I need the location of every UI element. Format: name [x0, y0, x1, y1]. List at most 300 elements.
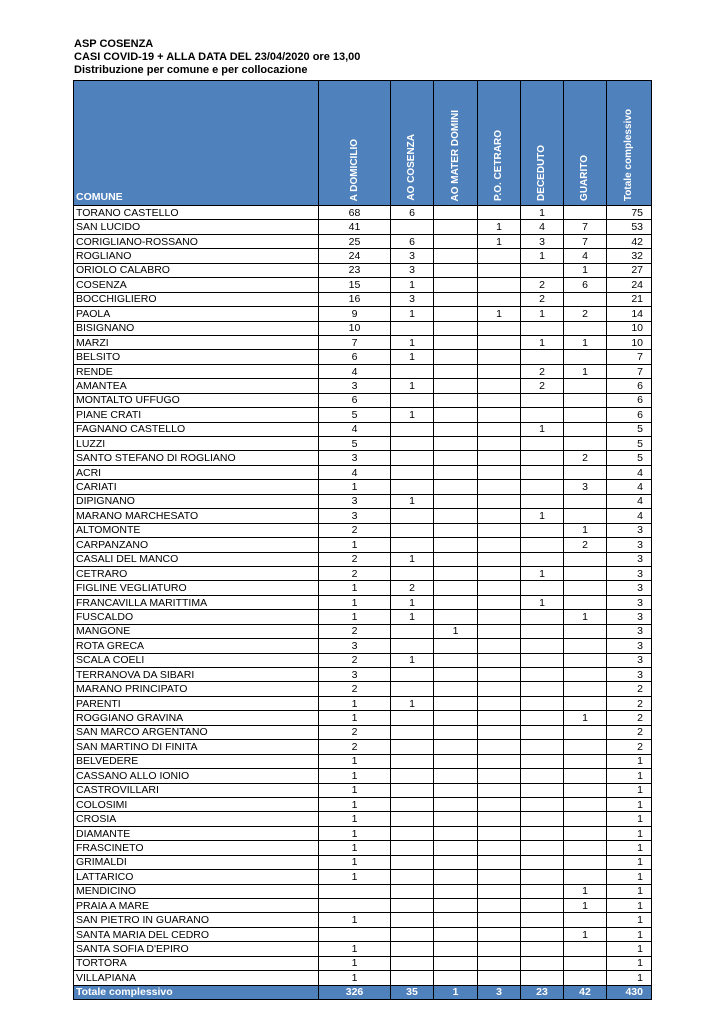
value-cell — [478, 682, 521, 696]
value-cell — [521, 451, 564, 465]
value-cell — [478, 855, 521, 869]
comune-cell: CETRARO — [74, 566, 319, 580]
value-cell — [478, 581, 521, 595]
table-row — [74, 494, 652, 508]
value-cell — [434, 321, 478, 335]
value-cell: 6 — [391, 234, 434, 248]
table-row — [74, 480, 652, 494]
value-cell: 5 — [319, 437, 391, 451]
value-cell: 3 — [319, 379, 391, 393]
value-cell — [521, 624, 564, 638]
comune-cell: CASALI DEL MANCO — [74, 552, 319, 566]
value-cell — [434, 841, 478, 855]
comune-cell: MONTALTO UFFUGO — [74, 393, 319, 407]
value-cell — [564, 696, 607, 710]
value-cell — [478, 841, 521, 855]
value-cell: 7 — [607, 364, 652, 378]
value-cell — [434, 350, 478, 364]
value-cell — [391, 913, 434, 927]
value-cell — [391, 711, 434, 725]
value-cell — [564, 797, 607, 811]
value-cell — [434, 364, 478, 378]
value-cell: 1 — [607, 797, 652, 811]
value-cell: 1 — [319, 696, 391, 710]
value-cell — [478, 899, 521, 913]
value-cell — [521, 682, 564, 696]
value-cell: 14 — [607, 307, 652, 321]
value-cell — [564, 437, 607, 451]
value-cell — [478, 538, 521, 552]
value-cell — [391, 465, 434, 479]
table-row — [74, 523, 652, 537]
comune-cell: PRAIA A MARE — [74, 899, 319, 913]
value-cell: 1 — [607, 812, 652, 826]
comune-cell: CASSANO ALLO IONIO — [74, 769, 319, 783]
value-cell — [391, 220, 434, 234]
value-cell — [434, 927, 478, 941]
value-cell: 27 — [607, 263, 652, 277]
comune-cell: SANTO STEFANO DI ROGLIANO — [74, 451, 319, 465]
value-cell — [434, 653, 478, 667]
comune-cell: SCALA COELI — [74, 653, 319, 667]
value-cell — [478, 465, 521, 479]
value-cell: 1 — [564, 364, 607, 378]
table-row — [74, 884, 652, 898]
value-cell: 2 — [319, 523, 391, 537]
value-cell: 41 — [319, 220, 391, 234]
value-cell: 1 — [607, 841, 652, 855]
table-row — [74, 913, 652, 927]
column-header-ao-mater-domini: AO MATER DOMINI — [434, 81, 478, 206]
comune-cell: FUSCALDO — [74, 610, 319, 624]
org-title: ASP COSENZA — [74, 38, 154, 50]
comune-cell: MARANO PRINCIPATO — [74, 682, 319, 696]
value-cell: 2 — [319, 624, 391, 638]
value-cell: 1 — [319, 538, 391, 552]
value-cell: 2 — [521, 364, 564, 378]
value-cell: 24 — [607, 278, 652, 292]
value-cell — [521, 899, 564, 913]
value-cell — [521, 321, 564, 335]
table-header-row — [74, 81, 652, 206]
value-cell — [434, 220, 478, 234]
value-cell: 1 — [434, 624, 478, 638]
comune-cell: ROGLIANO — [74, 249, 319, 263]
value-cell: 1 — [521, 335, 564, 349]
comune-cell: SAN MARTINO DI FINITA — [74, 740, 319, 754]
value-cell — [564, 812, 607, 826]
table-row — [74, 783, 652, 797]
value-cell — [434, 668, 478, 682]
value-cell: 2 — [319, 653, 391, 667]
value-cell: 75 — [607, 206, 652, 220]
comune-cell: MANGONE — [74, 624, 319, 638]
value-cell — [434, 769, 478, 783]
table-row — [74, 408, 652, 422]
comune-cell: TORTORA — [74, 956, 319, 970]
value-cell — [434, 783, 478, 797]
value-cell — [434, 379, 478, 393]
value-cell — [478, 206, 521, 220]
value-cell: 1 — [319, 855, 391, 869]
value-cell — [521, 581, 564, 595]
value-cell — [434, 812, 478, 826]
value-cell: 1 — [521, 249, 564, 263]
value-cell: 4 — [319, 422, 391, 436]
column-header-po-cetraro: P.O. CETRARO — [478, 81, 521, 206]
value-cell — [564, 913, 607, 927]
table-row — [74, 307, 652, 321]
comune-cell: BISIGNANO — [74, 321, 319, 335]
table-row — [74, 422, 652, 436]
value-cell: 1 — [564, 711, 607, 725]
comune-cell: LATTARICO — [74, 870, 319, 884]
comune-cell: ORIOLO CALABRO — [74, 263, 319, 277]
value-cell — [478, 826, 521, 840]
table-row — [74, 754, 652, 768]
comune-cell: GRIMALDI — [74, 855, 319, 869]
cases-table — [73, 80, 652, 1000]
value-cell — [434, 725, 478, 739]
value-cell: 1 — [607, 927, 652, 941]
value-cell: 1 — [391, 278, 434, 292]
value-cell — [391, 769, 434, 783]
comune-cell: BELSITO — [74, 350, 319, 364]
value-cell — [478, 321, 521, 335]
value-cell: 4 — [319, 465, 391, 479]
column-header-totale: Totale complessivo — [607, 81, 652, 206]
value-cell — [478, 552, 521, 566]
comune-cell: PAOLA — [74, 307, 319, 321]
value-cell — [564, 379, 607, 393]
value-cell — [478, 942, 521, 956]
value-cell — [521, 927, 564, 941]
value-cell: 3 — [607, 552, 652, 566]
value-cell: 1 — [319, 754, 391, 768]
comune-cell: TERRANOVA DA SIBARI — [74, 668, 319, 682]
value-cell: 25 — [319, 234, 391, 248]
value-cell — [391, 956, 434, 970]
value-cell — [478, 884, 521, 898]
value-cell: 1 — [391, 610, 434, 624]
value-cell — [478, 956, 521, 970]
value-cell — [521, 668, 564, 682]
total-cell: 430 — [607, 985, 652, 999]
value-cell — [564, 682, 607, 696]
value-cell — [478, 797, 521, 811]
value-cell: 1 — [564, 927, 607, 941]
value-cell — [434, 855, 478, 869]
value-cell — [478, 624, 521, 638]
value-cell: 1 — [521, 509, 564, 523]
table-row — [74, 610, 652, 624]
comune-cell: MARZI — [74, 335, 319, 349]
table-row — [74, 379, 652, 393]
value-cell — [521, 971, 564, 985]
table-row — [74, 956, 652, 970]
value-cell — [564, 595, 607, 609]
value-cell: 3 — [607, 668, 652, 682]
comune-cell: PARENTI — [74, 696, 319, 710]
value-cell: 1 — [319, 812, 391, 826]
value-cell — [564, 566, 607, 580]
value-cell — [564, 350, 607, 364]
value-cell — [521, 855, 564, 869]
value-cell — [391, 812, 434, 826]
value-cell — [478, 913, 521, 927]
value-cell — [434, 942, 478, 956]
value-cell — [434, 711, 478, 725]
value-cell: 1 — [607, 884, 652, 898]
total-row — [74, 985, 652, 999]
table-row — [74, 451, 652, 465]
value-cell — [564, 408, 607, 422]
value-cell — [564, 956, 607, 970]
value-cell — [434, 826, 478, 840]
value-cell — [391, 624, 434, 638]
value-cell — [434, 610, 478, 624]
value-cell: 1 — [319, 610, 391, 624]
value-cell — [478, 870, 521, 884]
value-cell — [391, 321, 434, 335]
value-cell: 2 — [319, 552, 391, 566]
value-cell — [391, 422, 434, 436]
total-cell: 326 — [319, 985, 391, 999]
value-cell: 3 — [607, 653, 652, 667]
comune-cell: CARPANZANO — [74, 538, 319, 552]
table-row — [74, 234, 652, 248]
value-cell: 3 — [391, 249, 434, 263]
comune-cell: PIANE CRATI — [74, 408, 319, 422]
value-cell: 3 — [607, 581, 652, 595]
value-cell — [478, 653, 521, 667]
value-cell — [564, 581, 607, 595]
table-row — [74, 509, 652, 523]
value-cell: 4 — [521, 220, 564, 234]
value-cell: 5 — [607, 422, 652, 436]
value-cell — [434, 797, 478, 811]
value-cell: 1 — [319, 841, 391, 855]
report-title: CASI COVID-19 + ALLA DATA DEL 23/04/2020 ore 13,00 — [74, 51, 361, 63]
value-cell — [564, 653, 607, 667]
value-cell — [434, 639, 478, 653]
value-cell — [478, 509, 521, 523]
column-header-deceduto: DECEDUTO — [521, 81, 564, 206]
table-row — [74, 552, 652, 566]
value-cell — [478, 754, 521, 768]
comune-cell: RENDE — [74, 364, 319, 378]
value-cell — [521, 480, 564, 494]
value-cell: 32 — [607, 249, 652, 263]
comune-cell: MARANO MARCHESATO — [74, 509, 319, 523]
total-cell: 3 — [478, 985, 521, 999]
value-cell — [434, 307, 478, 321]
value-cell — [564, 855, 607, 869]
value-cell: 5 — [607, 451, 652, 465]
value-cell — [391, 740, 434, 754]
value-cell — [434, 465, 478, 479]
value-cell — [434, 538, 478, 552]
value-cell — [521, 956, 564, 970]
value-cell — [564, 206, 607, 220]
comune-cell: COLOSIMI — [74, 797, 319, 811]
table-row — [74, 335, 652, 349]
table-row — [74, 826, 652, 840]
value-cell — [564, 826, 607, 840]
value-cell — [391, 754, 434, 768]
value-cell: 1 — [391, 408, 434, 422]
table-row — [74, 639, 652, 653]
value-cell: 3 — [607, 610, 652, 624]
value-cell: 3 — [521, 234, 564, 248]
value-cell — [391, 639, 434, 653]
value-cell: 2 — [521, 379, 564, 393]
value-cell: 2 — [319, 725, 391, 739]
table-row — [74, 350, 652, 364]
value-cell: 1 — [564, 899, 607, 913]
value-cell: 1 — [607, 769, 652, 783]
value-cell — [564, 668, 607, 682]
value-cell — [564, 783, 607, 797]
value-cell: 4 — [607, 494, 652, 508]
value-cell — [391, 538, 434, 552]
comune-cell: BOCCHIGLIERO — [74, 292, 319, 306]
value-cell — [434, 249, 478, 263]
value-cell: 1 — [319, 826, 391, 840]
value-cell: 1 — [319, 769, 391, 783]
value-cell — [564, 754, 607, 768]
table-row — [74, 437, 652, 451]
table-row — [74, 899, 652, 913]
value-cell — [434, 552, 478, 566]
value-cell: 23 — [319, 263, 391, 277]
value-cell: 6 — [319, 350, 391, 364]
value-cell — [391, 566, 434, 580]
column-header-guarito: GUARITO — [564, 81, 607, 206]
comune-cell: COSENZA — [74, 278, 319, 292]
value-cell: 3 — [607, 624, 652, 638]
value-cell: 2 — [607, 696, 652, 710]
value-cell — [478, 422, 521, 436]
value-cell: 2 — [521, 278, 564, 292]
value-cell: 1 — [391, 307, 434, 321]
table-row — [74, 769, 652, 783]
value-cell: 7 — [564, 220, 607, 234]
value-cell — [478, 696, 521, 710]
total-cell: 23 — [521, 985, 564, 999]
value-cell — [391, 841, 434, 855]
comune-cell: FAGNANO CASTELLO — [74, 422, 319, 436]
value-cell: 3 — [607, 538, 652, 552]
value-cell — [521, 769, 564, 783]
value-cell — [391, 480, 434, 494]
value-cell — [564, 552, 607, 566]
value-cell: 1 — [478, 234, 521, 248]
value-cell — [478, 451, 521, 465]
value-cell — [521, 725, 564, 739]
comune-cell: LUZZI — [74, 437, 319, 451]
value-cell: 3 — [319, 509, 391, 523]
value-cell: 1 — [391, 350, 434, 364]
value-cell — [434, 278, 478, 292]
value-cell: 9 — [319, 307, 391, 321]
value-cell: 5 — [607, 437, 652, 451]
comune-cell: FIGLINE VEGLIATURO — [74, 581, 319, 595]
comune-cell: CROSIA — [74, 812, 319, 826]
value-cell — [434, 408, 478, 422]
table-row — [74, 855, 652, 869]
comune-cell: DIPIGNANO — [74, 494, 319, 508]
table-row — [74, 668, 652, 682]
value-cell: 1 — [564, 523, 607, 537]
table-row — [74, 653, 652, 667]
value-cell: 2 — [319, 740, 391, 754]
value-cell — [391, 437, 434, 451]
value-cell — [434, 913, 478, 927]
value-cell — [391, 451, 434, 465]
value-cell: 1 — [521, 566, 564, 580]
value-cell: 2 — [391, 581, 434, 595]
comune-cell: VILLAPIANA — [74, 971, 319, 985]
value-cell: 2 — [607, 711, 652, 725]
value-cell — [478, 595, 521, 609]
value-cell — [564, 292, 607, 306]
value-cell — [521, 408, 564, 422]
value-cell — [564, 942, 607, 956]
table-row — [74, 971, 652, 985]
value-cell — [434, 437, 478, 451]
value-cell — [521, 812, 564, 826]
value-cell — [521, 538, 564, 552]
value-cell — [564, 870, 607, 884]
value-cell: 1 — [319, 956, 391, 970]
value-cell — [478, 725, 521, 739]
comune-cell: MENDICINO — [74, 884, 319, 898]
value-cell: 2 — [607, 740, 652, 754]
value-cell: 4 — [564, 249, 607, 263]
value-cell: 1 — [564, 610, 607, 624]
value-cell: 4 — [607, 480, 652, 494]
value-cell — [478, 249, 521, 263]
total-cell: 42 — [564, 985, 607, 999]
value-cell — [478, 523, 521, 537]
value-cell — [564, 639, 607, 653]
document-header — [74, 38, 360, 77]
value-cell — [434, 451, 478, 465]
value-cell — [391, 393, 434, 407]
value-cell: 42 — [607, 234, 652, 248]
value-cell — [391, 927, 434, 941]
value-cell: 3 — [607, 595, 652, 609]
comune-cell: CORIGLIANO-ROSSANO — [74, 234, 319, 248]
table-row — [74, 725, 652, 739]
value-cell: 1 — [319, 783, 391, 797]
value-cell — [564, 393, 607, 407]
value-cell: 1 — [521, 206, 564, 220]
value-cell — [434, 480, 478, 494]
value-cell: 1 — [391, 595, 434, 609]
value-cell: 1 — [564, 884, 607, 898]
value-cell — [391, 668, 434, 682]
value-cell — [478, 927, 521, 941]
value-cell — [521, 942, 564, 956]
value-cell: 3 — [319, 451, 391, 465]
comune-cell: SAN MARCO ARGENTANO — [74, 725, 319, 739]
value-cell — [521, 552, 564, 566]
value-cell — [478, 408, 521, 422]
value-cell — [521, 653, 564, 667]
value-cell — [564, 509, 607, 523]
